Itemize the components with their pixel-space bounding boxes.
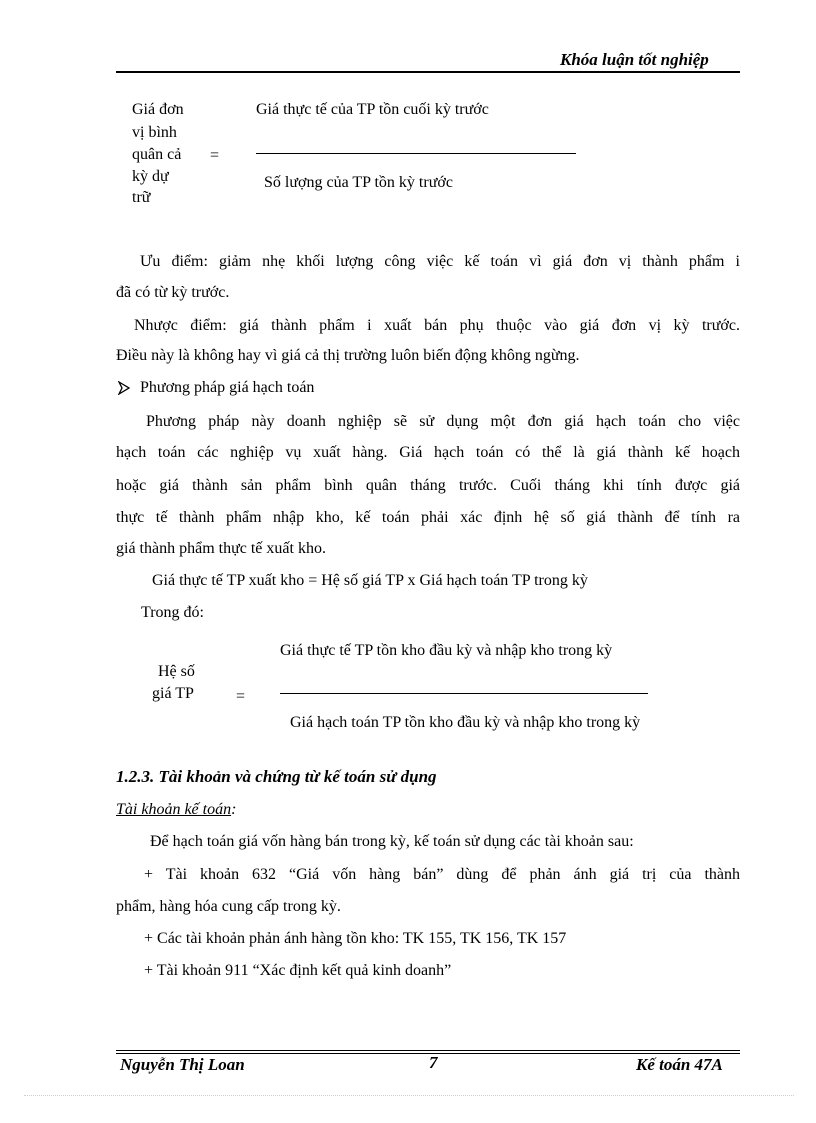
section-subheading (116, 801, 236, 819)
formula1-denominator: Số lượng của TP tồn kỳ trước (264, 174, 453, 191)
section-heading: 1.2.3. Tài khoản và chứng từ kế toán sử dụng (116, 767, 437, 786)
accounts-intro: Để hạch toán giá vốn hàng bán trong kỳ, kế toán sử dụng các tài khoản sau: (150, 833, 634, 850)
method-line-4: thực tế thành phẩm nhập kho, kế toán phải xác định hệ số giá thành để tính ra (116, 509, 740, 526)
trong-do: Trong đó: (141, 604, 204, 621)
account-item-3: + Tài khoản 911 “Xác định kết quả kinh doanh” (144, 962, 452, 979)
formula1-fraction-bar (256, 153, 576, 154)
footer-author: Nguyễn Thị Loan (120, 1055, 245, 1074)
bullet-heading: Phương pháp giá hạch toán (140, 379, 315, 396)
formula1-left-line-5: trữ (132, 189, 151, 206)
header-rule (116, 71, 740, 73)
formula1-left-line-4: kỳ dự (132, 168, 169, 185)
section-subheading-text: Tài khoản kế toán (116, 801, 232, 818)
method-line-5: giá thành phẩm thực tế xuất kho. (116, 540, 326, 557)
formula2-left-line-2: giá TP (152, 685, 194, 702)
header-title: Khóa luận tốt nghiệp (560, 50, 709, 69)
formula1-left-line-2: vị bình (132, 124, 177, 141)
arrow-bullet-icon (118, 381, 130, 400)
formula1-left-line-3: quân cả (132, 146, 182, 163)
formula2-numerator: Giá thực tế TP tồn kho đầu kỳ và nhập kho trong kỳ (280, 642, 613, 659)
page-bottom-dotted-border (24, 1095, 794, 1096)
nhuoc-diem-line-2: Điều này là không hay vì giá cả thị trường luôn biến động không ngừng. (116, 347, 580, 364)
nhuoc-diem-line-1: Nhược điểm: giá thành phẩm i xuất bán phụ thuộc vào giá đơn vị kỳ trước. (134, 317, 740, 334)
formula1-numerator: Giá thực tế của TP tồn cuối kỳ trước (256, 101, 489, 118)
section-subheading-colon: : (231, 801, 237, 818)
method-line-1: Phương pháp này doanh nghiệp sẽ sử dụng một đơn giá hạch toán cho việc (146, 413, 740, 430)
method-line-2: hạch toán các nghiệp vụ xuất hàng. Giá hạch toán có thể là giá thành kế hoạch (116, 444, 740, 461)
formula2-fraction-bar (280, 693, 648, 694)
formula1-equals: = (210, 147, 220, 164)
formula1-left-line-1: Giá đơn (132, 101, 184, 118)
footer-rule-bottom (116, 1053, 740, 1054)
footer-page-number: 7 (429, 1053, 438, 1072)
uu-diem-line-1: Ưu điểm: giảm nhẹ khối lượng công việc kế toán vì giá đơn vị thành phẩm i (140, 253, 740, 270)
formula2-denominator: Giá hạch toán TP tồn kho đầu kỳ và nhập kho trong kỳ (290, 714, 641, 731)
footer-rule-top (116, 1050, 740, 1051)
account-item-2: + Các tài khoản phản ánh hàng tồn kho: TK 155, TK 156, TK 157 (144, 930, 567, 947)
formula-line: Giá thực tế TP xuất kho = Hệ số giá TP x Giá hạch toán TP trong kỳ (152, 572, 588, 589)
formula2-equals: = (236, 688, 246, 705)
footer-class-name: Kế toán 47A (636, 1055, 723, 1074)
method-line-3: hoặc giá thành sản phẩm bình quân tháng trước. Cuối tháng khi tính được giá (116, 477, 740, 494)
account-item-1-line-2: phẩm, hàng hóa cung cấp trong kỳ. (116, 898, 341, 915)
formula2-left-line-1: Hệ số (158, 663, 195, 680)
uu-diem-line-2: đã có từ kỳ trước. (116, 284, 230, 301)
account-item-1-line-1: + Tài khoản 632 “Giá vốn hàng bán” dùng để phản ánh giá trị của thành (144, 866, 740, 883)
